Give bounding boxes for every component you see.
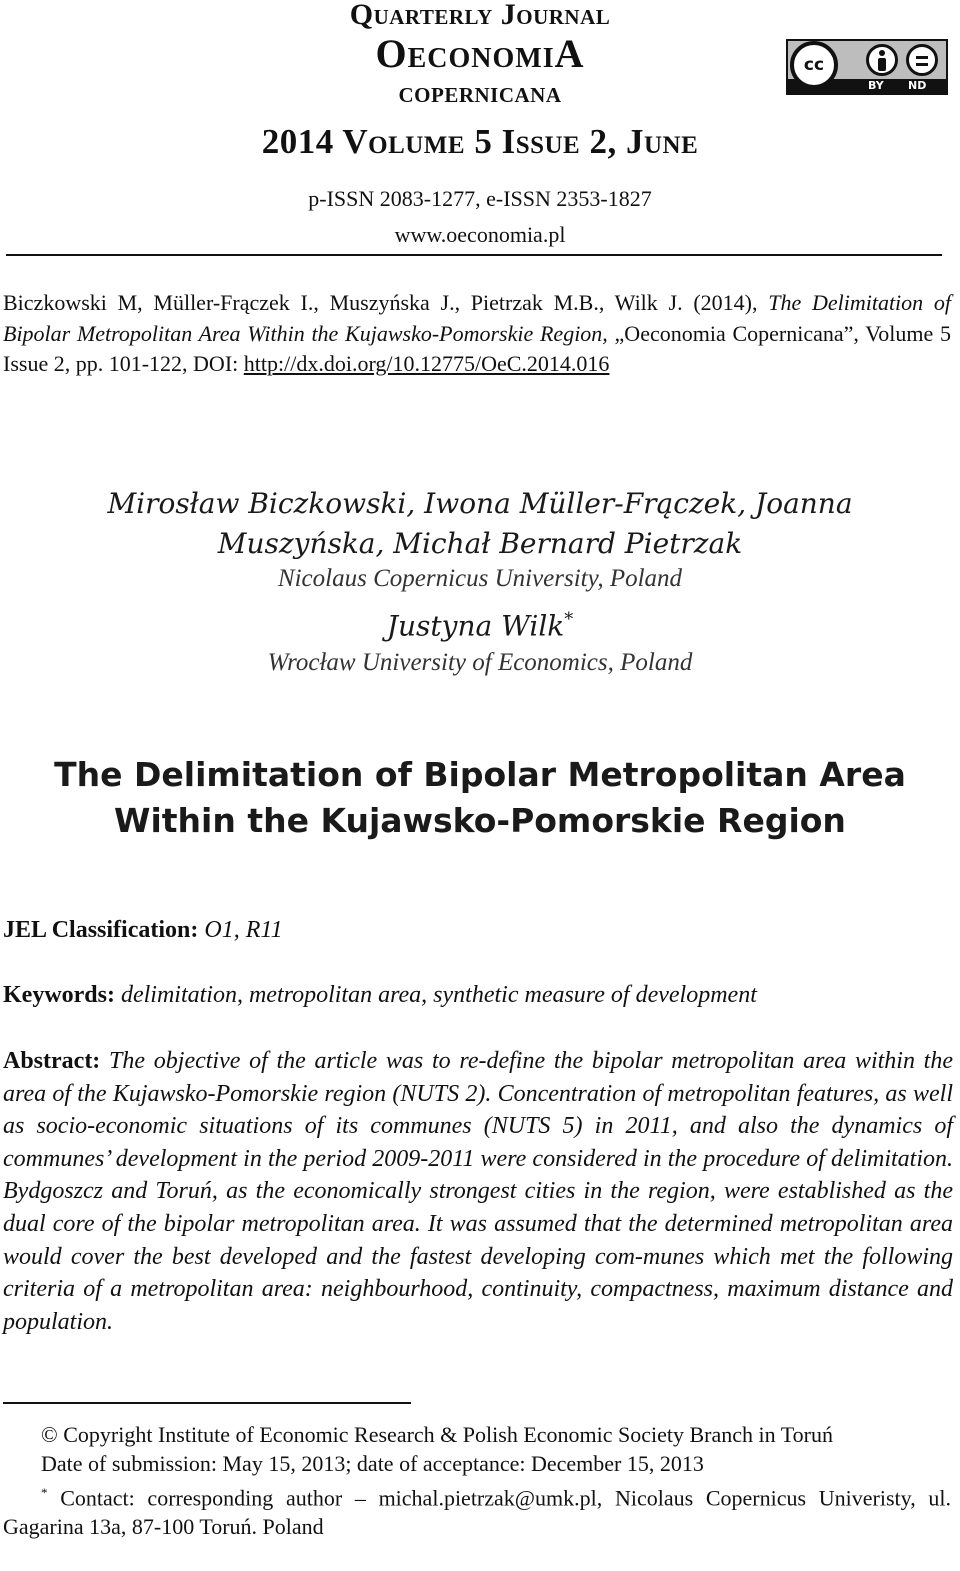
footnote-contact [3, 1478, 951, 1541]
corresponding-marker: * [564, 609, 574, 630]
author-names: Mirosław Biczkowski, Iwona Müller-Frączek, Joanna Muszyńska, Michał Bernard Pietrzak [107, 487, 853, 560]
article-title-line-2: Within the Kujawsko-Pomorskie Region [114, 801, 846, 840]
attribution-icon [866, 44, 898, 76]
no-derivatives-icon [906, 44, 938, 76]
cc-license-badge [786, 39, 948, 95]
footnote-divider [3, 1402, 411, 1404]
masthead-divider [6, 254, 942, 256]
footnotes [3, 1420, 951, 1541]
author-block [0, 484, 960, 678]
masthead-journal-name: OeconomiA [375, 31, 585, 76]
citation-doi-link[interactable]: http://dx.doi.org/10.12775/OeC.2014.016 [243, 351, 610, 376]
keywords-label: Keywords: [3, 982, 115, 1008]
cc-nd-label: ND [908, 79, 927, 92]
masthead-quarterly: Quarterly Journal [349, 0, 611, 31]
jel-value: O1, R11 [204, 917, 283, 943]
footnote-contact-text: Contact: corresponding author – michal.pietrzak@umk.pl, Nicolaus Copernicus Univeristy, ul. Gagarina 13a, 87-100 Toruń. Poland [3, 1485, 952, 1540]
article-title [0, 752, 960, 844]
masthead-issn: p-ISSN 2083-1277, e-ISSN 2353-1827 [308, 186, 652, 211]
abstract-text: The objective of the article was to re-define the bipolar metropolitan area within the area of the Kujawsko-Pomorskie region (NUTS 2). Concentration of metropolitan features, as well as socio-economic situations of its communes (NUTS 5) in 2011, and also the dynamics of communes’ development in the period 2009-2011 were considered in the procedure of delimitation. Bydgoszcz and Toruń, as the economically strongest cities in the region, were established as the dual core of the bipolar metropolitan area. It was assumed that the determined metropolitan area would cover the best developed and the fastest developing com-munes which met the following criteria of a metropolitan area: neighbourhood, continuity, compactness, maximum distance and population. [3, 1048, 953, 1335]
masthead-website[interactable]: www.oeconomia.pl [394, 222, 566, 247]
citation [3, 288, 951, 380]
author-name-text: Justyna Wilk [386, 609, 565, 643]
jel-classification [3, 915, 953, 945]
cc-logo-icon: cc [790, 41, 838, 89]
jel-label: JEL Classification: [3, 917, 199, 943]
masthead-subtitle: copernicana [398, 76, 562, 109]
cc-by-label: BY [868, 79, 884, 92]
abstract [3, 1045, 953, 1338]
masthead-volume: 2014 Volume 5 Issue 2, June [261, 122, 699, 161]
keywords [3, 980, 953, 1010]
footnote-dates: Date of submission: May 15, 2013; date of acceptance: December 15, 2013 [41, 1451, 704, 1476]
citation-authors: Biczkowski M, Müller-Frączek I., Muszyńska J., Pietrzak M.B., Wilk J. (2014), [3, 290, 758, 315]
footnote-copyright: © Copyright Institute of Economic Research & Polish Economic Society Branch in Toruń [41, 1422, 833, 1447]
footnote-contact-marker: * [41, 1485, 48, 1500]
author-affiliation-2: Wrocław University of Economics, Poland [267, 649, 693, 677]
keywords-value: delimitation, metropolitan area, synthetic measure of development [120, 982, 757, 1008]
article-title-line-1: The Delimitation of Bipolar Metropolitan Area [54, 755, 906, 794]
citation-title: The Delimitation of Bipolar Metropolitan Area Within the Kujawsko-Pomorskie Region, [3, 290, 952, 346]
abstract-label: Abstract: [3, 1048, 101, 1074]
citation-source: „Oeconomia Copernicana”, Volume 5 Issue 2, pp. 101-122, DOI: [3, 320, 951, 376]
author-affiliation: Nicolaus Copernicus University, Poland [277, 565, 683, 592]
author-name-wilk [0, 598, 960, 648]
